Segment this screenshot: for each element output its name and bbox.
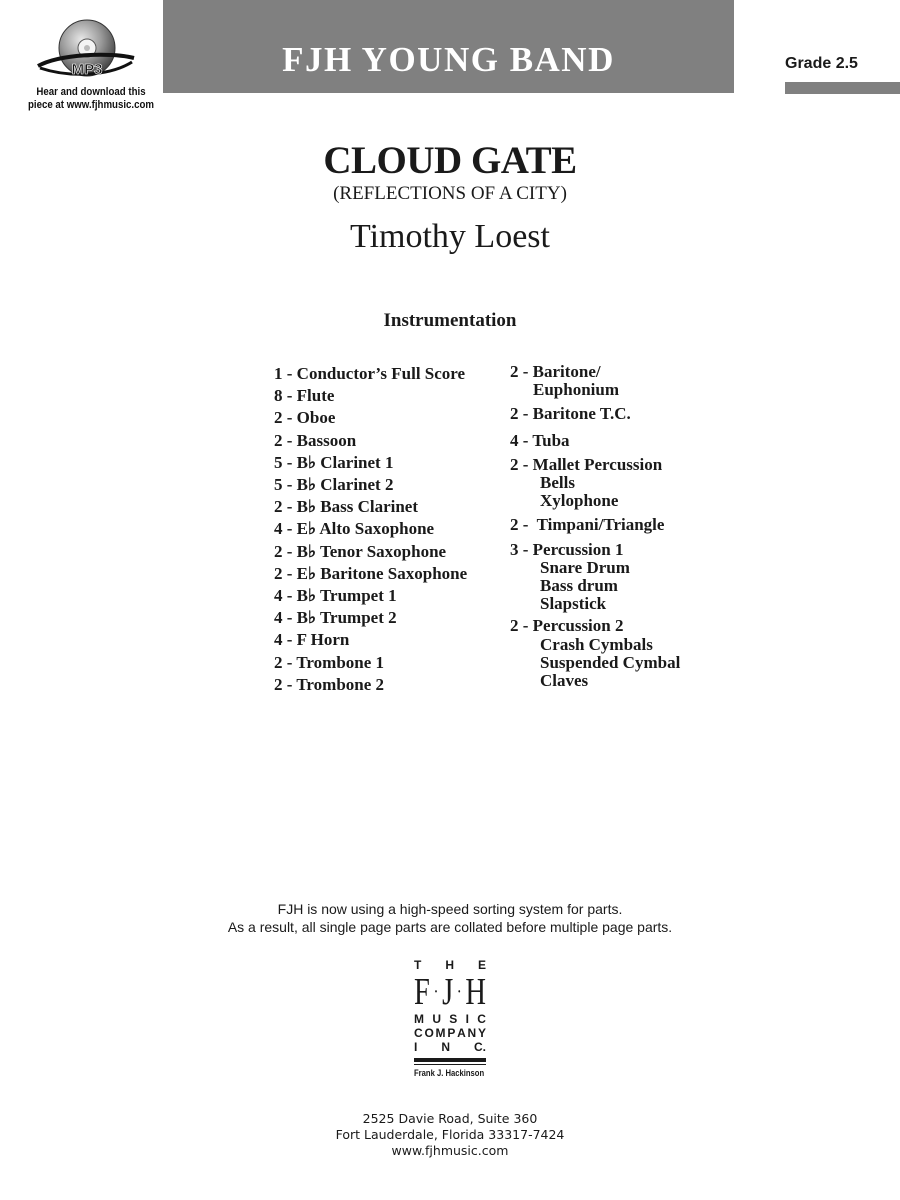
- publisher-address: [0, 1111, 900, 1159]
- instrument-item: 5 - B♭ Clarinet 2: [274, 475, 394, 495]
- logo-letter: M: [414, 1012, 424, 1026]
- logo-letter: U: [432, 1012, 441, 1026]
- instrument-subitem: Snare Drum: [540, 557, 630, 577]
- instrument-item: 4 - F Horn: [274, 630, 350, 650]
- logo-letter: M: [435, 1026, 446, 1040]
- composer-name: Timothy Loest: [350, 218, 550, 255]
- mp3-cd-icon: [30, 18, 140, 88]
- instrumentation-heading: Instrumentation: [383, 310, 517, 331]
- instrument-subitem: Xylophone: [540, 491, 619, 511]
- grade-label: Grade 2.5: [785, 55, 858, 72]
- logo-rule: [414, 1058, 486, 1062]
- instrument-group-baritone: [510, 363, 680, 399]
- logo-row-the: [414, 958, 486, 972]
- instrument-item: 5 - B♭ Clarinet 1: [274, 452, 394, 472]
- fjh-publisher-logo: [414, 958, 486, 1078]
- logo-letter: I: [465, 1012, 469, 1026]
- instrument-subitem: Euphonium: [533, 380, 619, 400]
- piece-title: CLOUD GATE: [323, 139, 577, 182]
- logo-letter: A: [457, 1026, 466, 1040]
- mp3-caption-line2: piece at www.fjhmusic.com: [27, 99, 155, 111]
- instrument-item: 2 - Timpani/Triangle: [510, 515, 665, 535]
- logo-row-company: [414, 1026, 486, 1040]
- instrument-item: 4 - B♭ Trumpet 1: [274, 586, 397, 606]
- instrument-item: 2 - E♭ Baritone Saxophone: [274, 563, 468, 583]
- instrument-item: 2 - Oboe: [274, 408, 336, 428]
- grade-bar: [785, 82, 900, 94]
- instrument-subitem: Crash Cymbals: [540, 634, 653, 654]
- logo-letter: T: [414, 958, 422, 972]
- logo-row-music: [414, 1012, 486, 1026]
- address-city: Fort Lauderdale, Florida 33317-7424: [335, 1127, 565, 1142]
- instrument-item: 4 - B♭ Trumpet 2: [274, 608, 397, 628]
- instrument-subitem: Bells: [540, 473, 575, 493]
- instrument-group-percussion-1: [510, 541, 680, 614]
- instrument-group-percussion-2: [510, 617, 680, 690]
- instrument-item: 4 - E♭ Alto Saxophone: [274, 519, 435, 539]
- instrument-group-mallet: [510, 456, 680, 511]
- instrument-subitem: Suspended Cymbal: [540, 652, 681, 672]
- logo-letter: O: [424, 1026, 434, 1040]
- instrument-list-right: [510, 363, 680, 690]
- logo-letter: S: [449, 1012, 458, 1026]
- logo-letter: E: [477, 958, 486, 972]
- instrument-subitem: Claves: [540, 671, 589, 691]
- logo-letter: N: [467, 1026, 477, 1040]
- address-street: 2525 Davie Road, Suite 360: [362, 1111, 538, 1126]
- notice-line2: As a result, all single page parts are collated before multiple page parts.: [227, 919, 673, 935]
- instrument-item: 8 - Flute: [274, 386, 335, 406]
- instrument-item: 2 - Trombone 1: [274, 652, 385, 672]
- logo-letter: H: [445, 958, 454, 972]
- logo-dot: ·: [456, 981, 462, 1003]
- logo-letter: H: [465, 971, 486, 1013]
- instrument-item: 2 - Trombone 2: [274, 674, 385, 694]
- instrument-item: 3 - Percussion 1: [510, 539, 624, 559]
- mp3-label: MP3: [71, 61, 103, 78]
- sorting-notice: [0, 900, 900, 936]
- mp3-caption[interactable]: [11, 86, 171, 112]
- logo-rule: [414, 1064, 486, 1065]
- logo-row-fjh: [414, 972, 486, 1012]
- instrument-subitem: Slapstick: [540, 594, 607, 614]
- logo-letter: P: [447, 1026, 456, 1040]
- logo-letter: Y: [477, 1026, 486, 1040]
- logo-founder: Frank J. Hackinson: [414, 1068, 485, 1078]
- instrument-item: 2 - Baritone/: [510, 362, 601, 381]
- instrument-item: 2 - B♭ Bass Clarinet: [274, 497, 419, 517]
- logo-letter: C: [414, 1026, 423, 1040]
- instrument-item: 2 - Percussion 2: [510, 616, 624, 636]
- logo-row-inc: [414, 1040, 486, 1054]
- mp3-caption-line1: Hear and download this: [36, 86, 146, 98]
- instrument-item: 4 - Tuba: [510, 430, 570, 450]
- instrument-item: 2 - Mallet Percussion: [510, 454, 663, 474]
- mp3-badge[interactable]: [30, 18, 140, 88]
- series-banner: [163, 0, 734, 93]
- instrument-item: 2 - Bassoon: [274, 430, 357, 450]
- address-website[interactable]: www.fjhmusic.com: [391, 1143, 509, 1158]
- logo-letter: J: [442, 971, 454, 1013]
- logo-letter: C: [477, 1012, 486, 1026]
- piece-subtitle: (REFLECTIONS OF A CITY): [333, 183, 567, 204]
- instrument-item: 1 - Conductor’s Full Score: [274, 364, 466, 383]
- logo-letter: C.: [473, 1040, 486, 1054]
- logo-letter: F: [414, 971, 430, 1013]
- logo-dot: ·: [433, 981, 439, 1003]
- series-title: FJH YOUNG BAND: [282, 40, 615, 79]
- instrument-item: 2 - Baritone T.C.: [510, 404, 631, 424]
- instrument-subitem: Bass drum: [540, 576, 618, 596]
- notice-line1: FJH is now using a high-speed sorting system for parts.: [277, 901, 623, 917]
- instrument-item: 2 - B♭ Tenor Saxophone: [274, 541, 447, 561]
- logo-letter: N: [441, 1040, 450, 1054]
- logo-letter: I: [414, 1040, 418, 1054]
- instrument-list-left: [274, 363, 467, 696]
